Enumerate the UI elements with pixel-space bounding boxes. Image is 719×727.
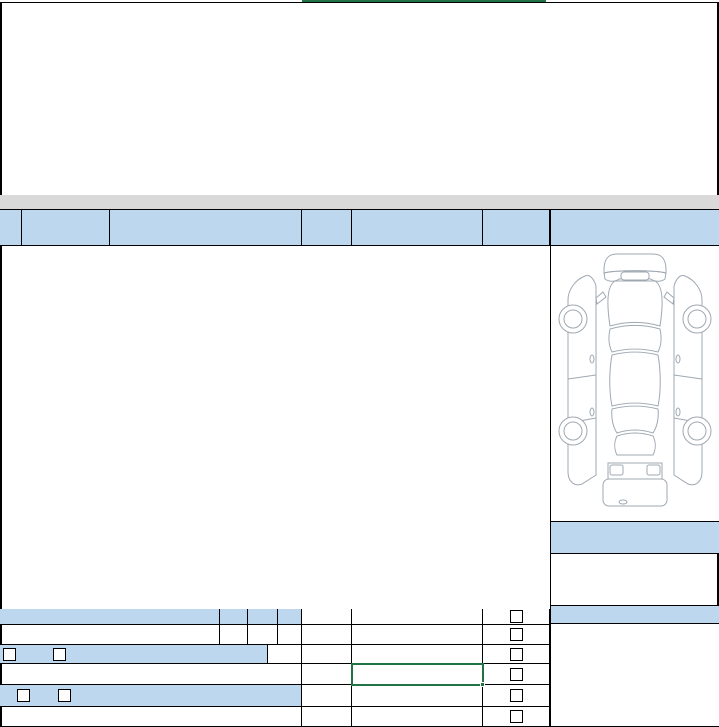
- winterreifen-mm-rear[interactable]: [278, 625, 302, 645]
- active-cell-outline[interactable]: [351, 663, 484, 686]
- mfk-kosten-label: [0, 664, 302, 685]
- damage-table: [0, 209, 550, 246]
- eingelagert-kosten-cell[interactable]: [352, 645, 483, 664]
- winterreifen-mm-front[interactable]: [220, 625, 248, 645]
- car-sketch-area: [551, 246, 719, 522]
- bremsen-ausfuehrung-cell: [483, 685, 550, 707]
- eingelagert-preis-cell[interactable]: [302, 645, 352, 664]
- bemerkungen-value-cell[interactable]: [551, 624, 719, 727]
- sommerreifen-kosten-cell[interactable]: [352, 609, 483, 625]
- bremsen-hinten-checkbox[interactable]: [58, 689, 71, 702]
- bremsen-label-cell: [0, 685, 302, 707]
- winterreifen-ausfuehrung-cell: [483, 625, 550, 645]
- sommerreifen-gap-cell[interactable]: [248, 609, 278, 625]
- winterreifen-kosten-cell[interactable]: [352, 625, 483, 645]
- servicekosten-preis-cell[interactable]: [302, 707, 352, 727]
- servicekosten-ausfuehrung-cell: [483, 707, 550, 727]
- fill-handle[interactable]: [480, 682, 485, 687]
- fahrzeugskizze-header: [551, 210, 719, 246]
- winterreifen-label: [0, 625, 220, 645]
- right-panel: [550, 209, 719, 727]
- bremsen-checkbox[interactable]: [510, 689, 523, 702]
- vehicle-info-section: [0, 2, 719, 3]
- eingelagert-checkbox[interactable]: [510, 648, 523, 661]
- servicekosten-label: [0, 707, 302, 727]
- eingelagert-ausfuehrung-cell: [483, 645, 550, 664]
- bremsen-vorne-checkbox[interactable]: [17, 689, 30, 702]
- bremsen-preis-cell[interactable]: [302, 685, 352, 707]
- mfk-preis-cell[interactable]: [302, 664, 352, 685]
- kostenuebernahme-header: [352, 210, 483, 246]
- innenraum-header: [551, 522, 719, 554]
- ausfuehrung-header: [483, 210, 550, 246]
- arbeitsschritt-header: [110, 210, 302, 246]
- eingelagert-label-cell: [0, 645, 268, 664]
- winter-eingelagert-checkbox[interactable]: [53, 648, 66, 661]
- sommerreifen-mm-front[interactable]: [220, 609, 248, 625]
- rownum-header-cell: [0, 210, 22, 246]
- servicekosten-row: [0, 707, 550, 727]
- eingelagert-spacer-cell[interactable]: [268, 645, 302, 664]
- mfk-ausfuehrung-cell: [483, 664, 550, 685]
- winterreifen-preis-cell[interactable]: [302, 625, 352, 645]
- servicekosten-kosten-cell[interactable]: [352, 707, 483, 727]
- wheels: [559, 305, 711, 445]
- sommerreifen-checkbox[interactable]: [510, 610, 523, 623]
- sommerreifen-mm-rear[interactable]: [278, 609, 302, 625]
- preis-header: [302, 210, 352, 246]
- winterreifen-gap-cell[interactable]: [248, 625, 278, 645]
- sommerreifen-label: [0, 609, 220, 625]
- servicekosten-checkbox[interactable]: [510, 710, 523, 723]
- selection-border-remnant: [302, 0, 546, 2]
- damage-table-header-row: [0, 210, 550, 246]
- bremsen-kosten-cell[interactable]: [352, 685, 483, 707]
- winterreifen-row: [0, 625, 550, 645]
- bemerkungen-header: [551, 606, 719, 624]
- car-sketch: [551, 246, 718, 521]
- winterreifen-checkbox[interactable]: [510, 628, 523, 641]
- schadenart-header: [22, 210, 110, 246]
- eingelagert-row: [0, 645, 550, 664]
- sommerreifen-preis-cell[interactable]: [302, 609, 352, 625]
- section-divider-band: [0, 195, 719, 209]
- sommerreifen-ausfuehrung-cell: [483, 609, 550, 625]
- sommerreifen-row: [0, 609, 550, 625]
- innenraum-value-cell[interactable]: [551, 554, 719, 606]
- mfk-checkbox[interactable]: [510, 668, 523, 681]
- bremsen-row: [0, 685, 550, 707]
- sommer-eingelagert-checkbox[interactable]: [3, 648, 16, 661]
